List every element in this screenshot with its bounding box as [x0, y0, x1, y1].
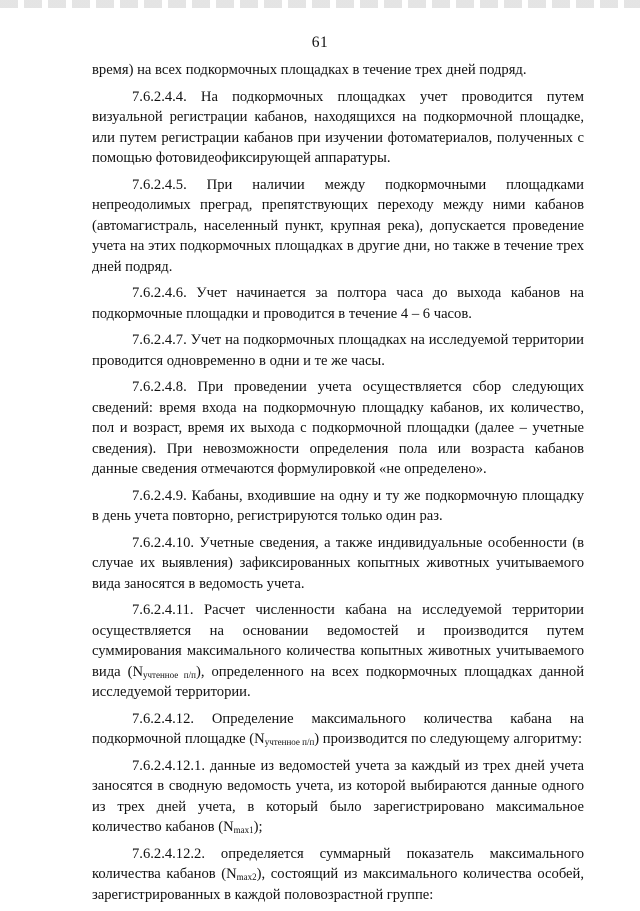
paragraph-7-6-2-4-6: 7.6.2.4.6. Учет начинается за полтора часа до выхода кабанов на подкормочные площадки и проводится в течение 4 – 6 часов. [92, 285, 584, 322]
paragraph-text: ), определенного на всех подкормочных площадках данной исследуемой территории. [92, 663, 585, 700]
paragraph-7-6-2-4-4: 7.6.2.4.4. На подкормочных площадках учет проводится путем визуальной регистрации кабанов, находящихся на подкормочной площадке, или путем регистрации кабанов при изучении фотоматериалов, полученных с помощью фотовидеофиксирующей аппаратуры. [92, 88, 584, 166]
paragraph-7-6-2-4-7: 7.6.2.4.7. Учет на подкормочных площадках на исследуемой территории проводится одновременно в одни и те же часы. [92, 332, 584, 369]
paragraph-7-6-2-4-12-2 [92, 844, 584, 906]
paragraph-text: 7.6.2.4.12. Определение максимального количества кабана на подкормочной площадке (N [92, 710, 584, 747]
paragraph-text: 7.6.2.4.12.2. определяется суммарный показатель максимального количества кабанов (N [92, 845, 584, 882]
paragraph-7-6-2-4-10: 7.6.2.4.10. Учетные сведения, а также индивидуальные особенности (в случае их выявления) зафиксированных копытных животных учитываемого вида заносятся в ведомость учета. [92, 534, 584, 592]
paragraph-7-6-2-4-12-1 [92, 756, 584, 838]
subscript: max1 [233, 825, 254, 835]
paragraph-text: ), состоящий из максимального количества особей, зарегистрированных в каждой половозрастной группе: [92, 866, 584, 903]
page-number: 61 [311, 34, 329, 51]
subscript: учтенное п/п [143, 669, 196, 680]
paragraph-7-6-2-4-11 [92, 600, 584, 703]
paragraph-continuation: время) на всех подкормочных площадках в течение трех дней подряд. [92, 62, 527, 78]
paragraph-text: 7.6.2.4.11. Расчет численности кабана на исследуемой территории осуществляется на основании ведомостей и производится путем суммирования максимального количества копытных животных учитываемого вида (N [92, 602, 584, 680]
document-body [92, 60, 584, 911]
paragraph-text: 7.6.2.4.12.1. данные из ведомостей учета за каждый из трех дней учета заносятся в сводную ведомость учета, из которой выбираются данные одного из трех дней учета, в который было зарегистрировано максимальное количество кабанов (N [92, 757, 584, 835]
paragraph-7-6-2-4-8: 7.6.2.4.8. При проведении учета осуществляется сбор следующих сведений: время входа на подкормочную площадку кабанов, их количество, пол и возраст, время их выхода с подкормочной площадки (далее – учетные сведения). При невозможности определения пола или возраста кабанов данные сведения отмечаются формулировкой «не определено». [92, 379, 584, 477]
subscript: max2 [236, 872, 257, 882]
paragraph-7-6-2-4-5: 7.6.2.4.5. При наличии между подкормочными площадками непреодолимых преград, препятствующих переходу между ними кабанов (автомагистраль, населенный пункт, крупная река), допускается проведение учета на этих подкормочных площадках в другие дни, но также в течение трех дней подряд. [92, 176, 584, 275]
subscript: учтенное п/п [264, 737, 315, 747]
scan-top-edge [0, 0, 640, 8]
paragraph-text: ); [253, 819, 263, 835]
paragraph-7-6-2-4-9: 7.6.2.4.9. Кабаны, входившие на одну и ту же подкормочную площадку в день учета повторно, регистрируются только один раз. [92, 487, 584, 524]
paragraph-7-6-2-4-12 [92, 709, 584, 750]
paragraph-text: ) производится по следующему алгоритму: [314, 731, 583, 747]
